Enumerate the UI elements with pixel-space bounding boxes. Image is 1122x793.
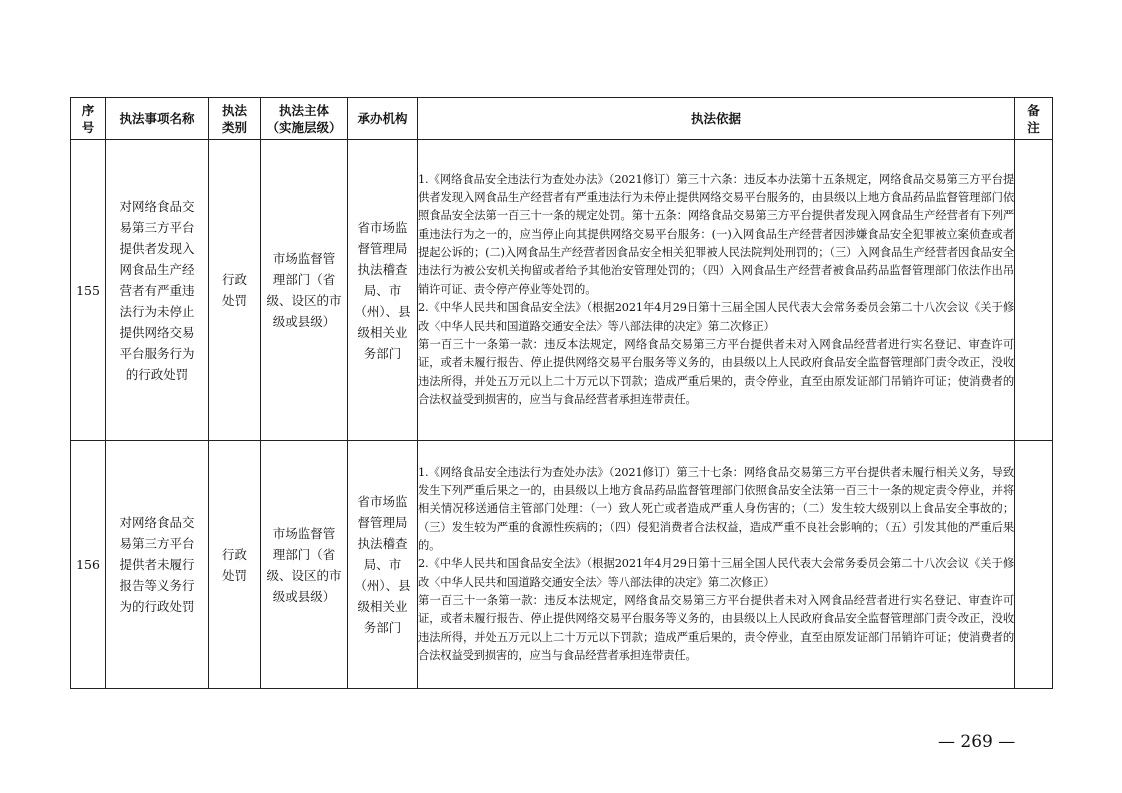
header-remarks: 备 注 [1015,98,1053,140]
basis-paragraph: 第一百三十一条第一款：违反本法规定，网络食品交易第三方平台提供者未对入网食品经营者进行实名登记、审查许可证，或者未履行报告、停止提供网络交易平台服务等义务的，由县级以上人民政府食品安全监督管理部门责令改正，没收违法所得，并处五万元以上二十万元以下罚款；造成严重后果的，责令停业，直至由原发证部门吊销许可证；使消费者的合法权益受到损害的，应当与食品经营者承担连带责任。 [418,594,1014,663]
row-seq: 156 [71,441,106,689]
basis-paragraph: 2.《中华人民共和国食品安全法》（根据2021年4月29日第十三届全国人民代表大会常务委员会第二十八次会议《关于修改〈中华人民共和国道路交通安全法〉等八部法律的决定》第二次修正） [418,301,1014,333]
basis-paragraph: 第一百三十一条第一款：违反本法规定，网络食品交易第三方平台提供者未对入网食品经营者进行实名登记、审查许可证，或者未履行报告、停止提供网络交易平台服务等义务的，由县级以上人民政府食品安全监督管理部门责令改正，没收违法所得，并处五万元以上二十万元以下罚款；造成严重后果的，责令停业，直至由原发证部门吊销许可证；使消费者的合法权益受到损害的，应当与食品经营者承担连带责任。 [418,337,1014,406]
row-remarks [1015,441,1053,689]
header-item-name: 执法事项名称 [106,98,209,140]
row-subject: 市场监督管 理部门（省 级、设区的市 级或县级） [261,140,348,441]
basis-paragraph: 2.《中华人民共和国食品安全法》（根据2021年4月29日第十三届全国人民代表大会常务委员会第二十八次会议《关于修改〈中华人民共和国道路交通安全法〉等八部法律的决定》第二次修正） [418,557,1014,589]
header-subject: 执法主体 （实施层级） [261,98,348,140]
header-seq: 序 号 [71,98,106,140]
basis-paragraph: 1.《网络食品安全违法行为查处办法》（2021修订）第三十七条：网络食品交易第三方平台提供者未履行相关义务，导致发生下列严重后果之一的，由县级以上地方食品药品监督管理部门依照食品安全法第一百三十一条的规定责令停业，并将相关情况移送通信主管部门处理：（一）致人死亡或者造成严重人身伤害的；（二）发生较大级别以上食品安全事故的；（三）发生较为严重的食源性疾病的；（四）侵犯消费者合法权益，造成严重不良社会影响的；（五）引发其他的严重后果的。 [418,465,1014,552]
row-remarks [1015,140,1053,441]
row-item-name: 对网络食品交 易第三方平台 提供者未履行 报告等义务行 为的行政处罚 [106,441,209,689]
header-basis: 执法依据 [418,98,1015,140]
page-number: — 269 — [938,732,1016,752]
row-agency: 省市场监 督管理局 执法稽查 局、市 （州）、县 级相关业 务部门 [348,441,418,689]
row-basis [418,441,1015,689]
enforcement-table [70,97,1053,689]
row-category: 行政 处罚 [209,441,261,689]
row-category: 行政 处罚 [209,140,261,441]
row-basis [418,140,1015,441]
table-row [71,140,1053,441]
header-category: 执法 类别 [209,98,261,140]
row-item-name: 对网络食品交 易第三方平台 提供者发现入 网食品生产经 营者有严重违 法行为未停止 提供网络交易 平台服务行为 的行政处罚 [106,140,209,441]
table-row [71,441,1053,689]
row-seq: 155 [71,140,106,441]
row-subject: 市场监督管 理部门（省 级、设区的市 级或县级） [261,441,348,689]
basis-paragraph: 1.《网络食品安全违法行为查处办法》（2021修订）第三十六条：违反本办法第十五条规定，网络食品交易第三方平台提供者发现入网食品生产经营者有严重违法行为未停止提供网络交易平台服务的，由县级以上地方食品药品监督管理部门依照食品安全法第一百三十一条的规定处罚。第十五条：网络食品交易第三方平台提供者发现入网食品生产经营者有下列严重违法行为之一的，应当停止向其提供网络交易平台服务：(一)入网食品生产经营者因涉嫌食品安全犯罪被立案侦查或者提起公诉的；(二)入网食品生产经营者因食品安全相关犯罪被人民法院判处刑罚的；（三）入网食品生产经营者因食品安全违法行为被公安机关拘留或者给予其他治安管理处罚的；（四）入网食品生产经营者被食品药品监督管理部门依法作出吊销许可证、责令停产停业等处罚的。 [418,172,1014,296]
table-header-row [71,98,1053,140]
header-agency: 承办机构 [348,98,418,140]
row-agency: 省市场监 督管理局 执法稽查 局、市 （州）、县 级相关业 务部门 [348,140,418,441]
